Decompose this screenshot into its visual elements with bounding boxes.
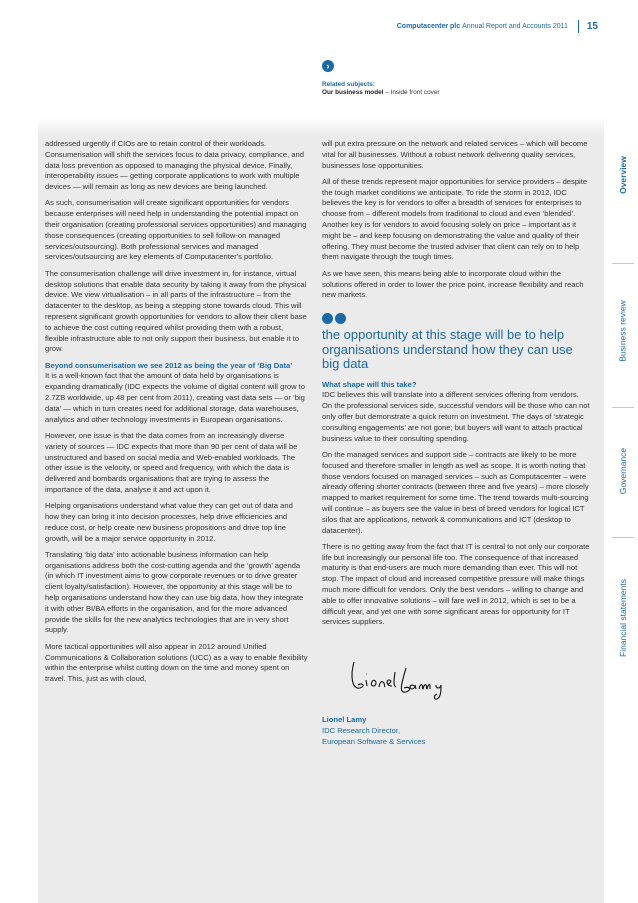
tab-divider (612, 537, 634, 538)
paragraph: There is no getting away from the fact that IT is central to not only our corporate life but increasingly our personal life too. The consequence of that increased maturity is that end-users are much more demanding than ever. This will not stop. The impact of cloud and increased competitive pressure will make things much more difficult for vendors. Only the best vendors – willing to change and able to offer innovative solutions – will fare well in 2012, which is set to be a difficult year, and yet one with some significant areas for opportunity for IT services suppliers. (322, 541, 590, 627)
page-number: 15 (586, 21, 598, 32)
header-company: Computacenter plc (396, 23, 461, 30)
related-link-bold: Our business model (322, 89, 384, 96)
paragraph: The consumerisation challenge will drive investment in, for instance, virtual desktop solutions that enable data security by taking it away from the physical device. We view virtualisation – in all parts of the infrastructure – from the datacenter to the desktop, as being a stepping stone towards cloud. This will represent significant growth opportunities for vendors to allow their client base to achieve the cost cutting required whilst providing them with a robust, flexible infrastructure able to not only support their business, but enable it to grow. (45, 268, 307, 354)
paragraph: As we have seen, this means being able to incorporate cloud within the solutions offered in order to lower the price point, increase flexibility and reach new markets. (322, 268, 584, 300)
tab-business-review[interactable] (610, 275, 636, 387)
pull-quote: the opportunity at this stage will be to help organisations understand how they can use big data (322, 327, 573, 372)
quote-marker-icon (322, 313, 590, 324)
paragraph: On the managed services and support side – contracts are likely to be more focused and therefore smaller in length as well as scope. It is worth noting that those vendors focused on managed services – such as Computacenter – were already offering shorter contracts (between three and five years) – more closely mapped to market requirement for some time. The trend towards multi-sourcing will continue – as buyers see the value in best of breed vendors for logical ICT silos that are applications, network & communications and ICT (desktop to datacenter). (322, 449, 589, 535)
panel-fade (38, 118, 604, 135)
quote-dot (335, 313, 346, 324)
right-column (322, 139, 590, 748)
author-title: IDC Research Director, (322, 726, 401, 736)
tab-divider (612, 407, 634, 408)
quote-dot (322, 313, 333, 324)
header-divider (578, 20, 579, 33)
section-heading: Beyond consumerisation we see 2012 as being the year of ‘Big Data’ (45, 360, 293, 370)
paragraph: It is a well-known fact that the amount of data held by organisations is expanding dramatically (IDC expects the volume of digital content will grow to 2.7ZB worldwide, up 48 per cent from 2011), creating vast data sets — or ‘big data’ — which in turn creates need for additional storage, data warehouses, analytics and other technology investments in European organisations. (45, 371, 306, 424)
section-tabs (604, 135, 638, 903)
author-name: Lionel Lamy (322, 715, 367, 725)
paragraph: All of these trends represent major opportunities for service providers – despite the tough market conditions we anticipate. To ride the storm in 2012, IDC believes the key is for vendors to offer a breadth of services for enterprises to choose from – different models from traditional to cloud and even ‘blended’. Another key is for vendors to avoid focusing solely on price – important as it might be – and keep focusing on demonstrating the value and quality of their offering. They must become the trusted adviser that client can rely on to help them navigate through the tough times. (322, 176, 588, 262)
paragraph: will put extra pressure on the network and related services – which will become vital for all businesses. Without a robust network delivering quality services, businesses lose opportunities. (322, 139, 588, 170)
paragraph: IDC believes this will translate into a different services offering from vendors. On the professional services side, successful vendors will be those who can not only offer but demonstrate a quick return on investment. The days of ‘strategic consulting engagements’ are not gone; but buyers will want to attach practical business value to their consulting spending. (322, 390, 590, 443)
paragraph: However, one issue is that the data comes from an increasingly diverse variety of sources — IDC expects that more than 90 per cent of data will be unstructured and based on social media and Web-enabled workloads. The other issue is the velocity, or speed and frequency, with which the data is delivered and bombards organisations that are trying to assess the importance of the data, analyse it and act upon it. (45, 430, 298, 494)
paragraph: As such, consumerisation will create significant opportunities for vendors because enterprises will need help in understanding the potential impact on their organisation (creating professional services opportunities) and managing those consequences (creating opportunities to sell follow-on managed services/outsourcing). Both professional services and managed services/outsourcing are key elements of Computacenter's portfolio. (45, 198, 307, 262)
tab-overview[interactable] (610, 135, 636, 215)
section-heading: What shape will this take? (322, 379, 417, 389)
tab-label: Business review (618, 300, 629, 362)
tab-divider (612, 263, 634, 264)
paragraph: addressed urgently if CIOs are to retain control of their workloads. Consumerisation will shift the services focus to data privacy, compliance, and data loss prevention as opposed to managing the physical device. Finally, interoperability issues — getting corporate applications to work with multiple devices — will remain as long as new devices are being launched. (45, 139, 305, 192)
tab-label: Overview (618, 156, 628, 194)
left-column (45, 139, 308, 690)
chevron-right-icon: › (322, 60, 334, 72)
paragraph: Translating ‘big data’ into actionable business information can help organisations address both the cost-cutting agenda and the ‘growth’ agenda (in which IT investment aims to grow corporate revenues or to drive greater client loyalty/satisfaction). However, the opportunity at this stage will be to help organisations understand how they can use big data, how they integrate it with other BI/BA efforts in the organisation, and for the more advanced provide the skills for the new analytics technologies that are in very short supply. (45, 549, 304, 635)
page-header (397, 20, 598, 33)
paragraph: Helping organisations understand what value they can get out of data and how they can bring it into decision processes, help drive efficiencies and reduce cost, or help create new business propositions and drive top line growth, will be a major service opportunity in 2012. (45, 501, 293, 543)
header-report: Annual Report and Accounts 2011 (462, 23, 568, 30)
tab-financial-statements[interactable] (610, 551, 636, 685)
related-subjects (322, 60, 572, 96)
tab-governance[interactable] (610, 421, 636, 521)
signature (346, 652, 456, 704)
paragraph: More tactical opportunities will also appear in 2012 around Unified Communications & Collaboration solutions (UCC) as a way to enable flexibility within the enterprise whilst cutting down on the time and money spent on travel. This, just as with cloud, (45, 641, 308, 684)
related-link-rest: – Inside front cover (383, 89, 440, 96)
tab-label: Financial statements (618, 579, 629, 657)
related-label: Related subjects: (322, 81, 375, 88)
tab-label: Governance (618, 447, 628, 495)
related-link[interactable] (322, 89, 572, 96)
author-department: European Software & Services (322, 737, 426, 747)
